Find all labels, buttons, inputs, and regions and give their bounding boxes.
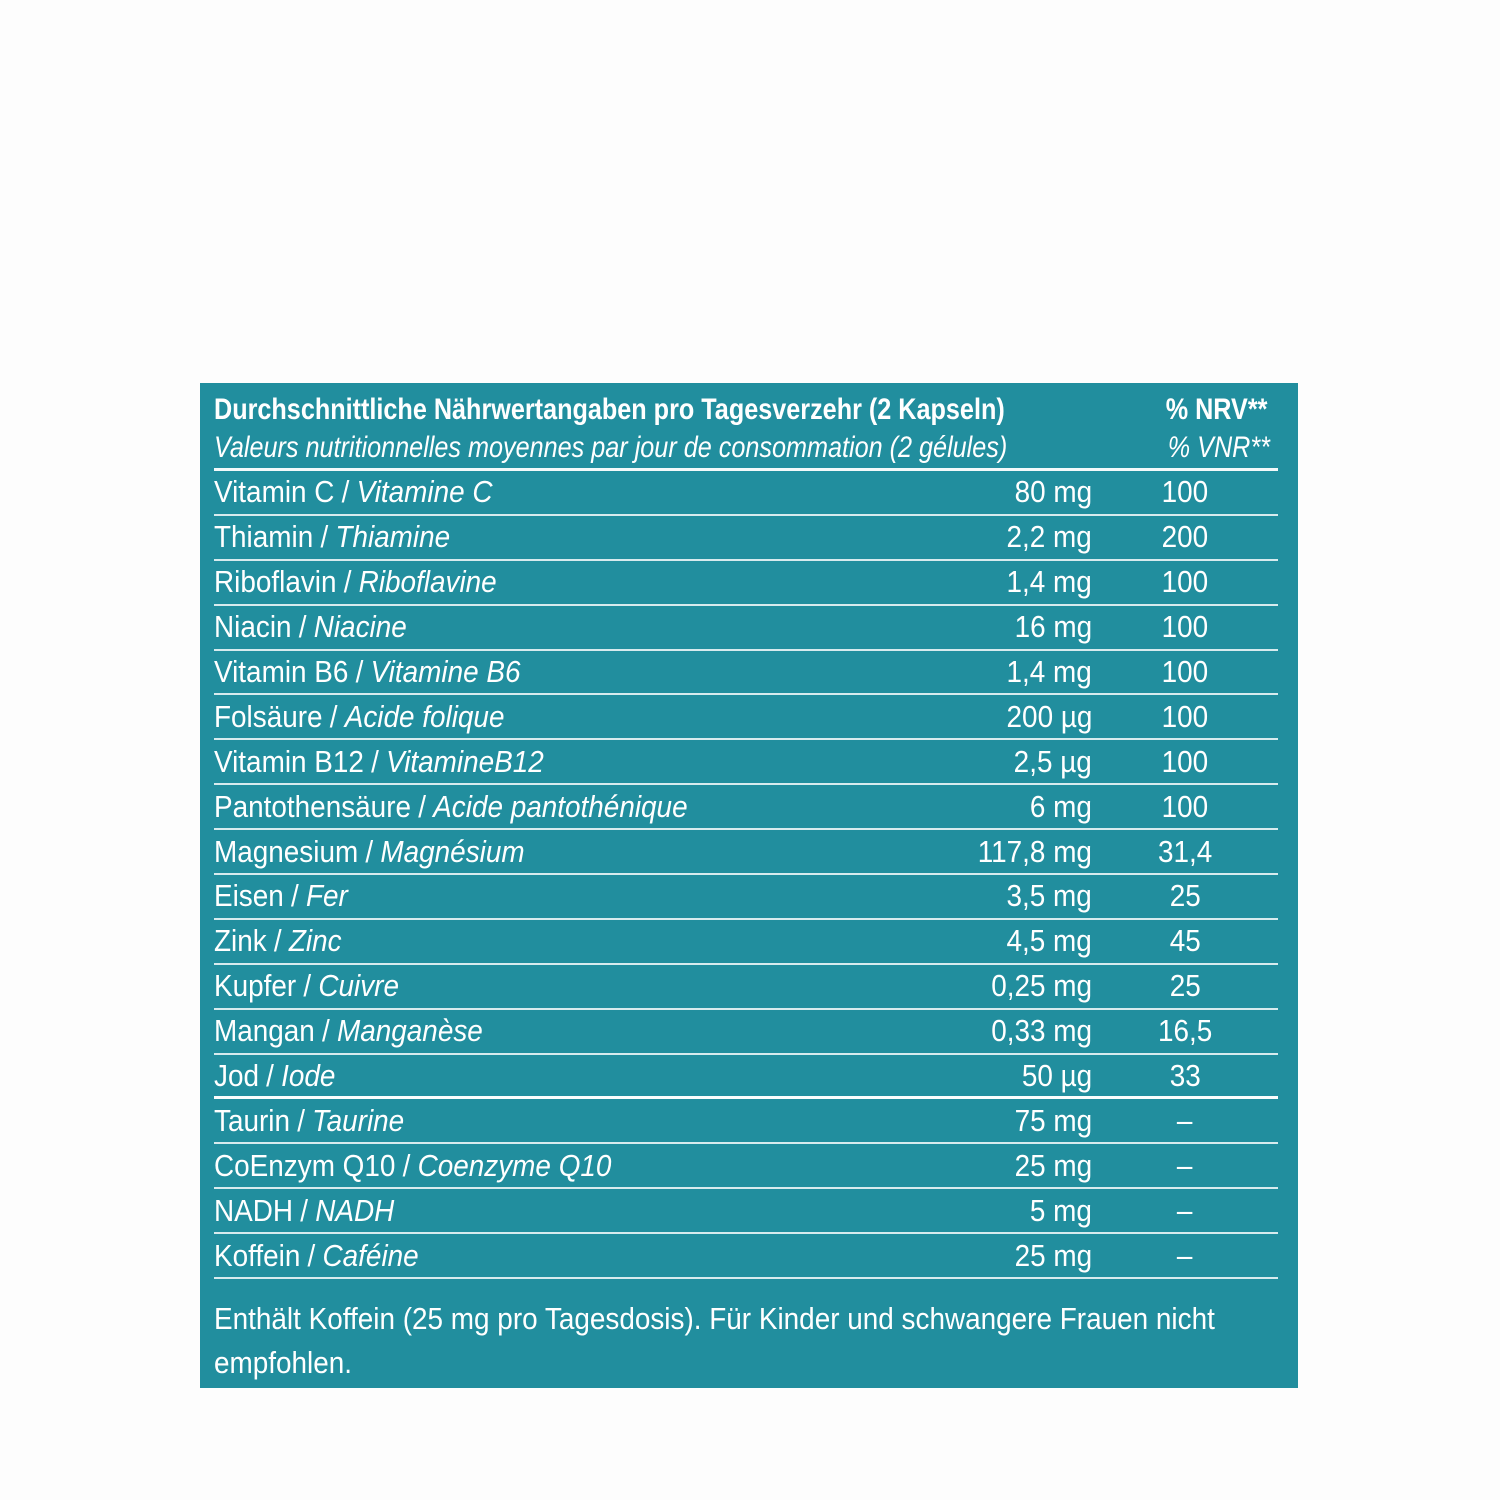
nutrient-name-de: Eisen <box>214 878 284 914</box>
nutrient-nrv-cell <box>1092 1148 1278 1184</box>
nutrient-amount: 2,5 µg <box>1013 743 1092 779</box>
nutrient-amount: 6 mg <box>1029 788 1092 824</box>
nutrient-name-de: Zink <box>214 923 267 959</box>
nutrient-amount-cell <box>932 1013 1092 1049</box>
nutrient-amount: 75 mg <box>1014 1102 1092 1138</box>
name-separator: / <box>298 609 307 645</box>
nutrient-nrv: 100 <box>1161 564 1209 600</box>
nutrient-nrv-cell <box>1092 1193 1278 1229</box>
table-row <box>214 965 1278 1010</box>
nutrient-name-cell <box>214 968 932 1004</box>
nutrient-name-de: NADH <box>214 1192 294 1228</box>
nutrient-name-fr: Vitamine C <box>356 474 493 510</box>
nutrient-name-cell <box>214 923 932 959</box>
nutrient-name-de: Vitamin B12 <box>214 743 364 779</box>
nutrient-name-fr: NADH <box>315 1192 395 1228</box>
nutrition-facts-panel <box>200 383 1298 1388</box>
nutrient-amount-cell <box>932 1103 1092 1139</box>
header-title-fr-text: Valeurs nutritionnelles moyennes par jour de consommation (2 gélules) <box>214 431 1008 464</box>
nutrient-nrv: 25 <box>1169 878 1201 914</box>
nutrient-name-fr: Magnésium <box>380 833 525 869</box>
name-separator: / <box>329 698 338 734</box>
nutrient-amount: 1,4 mg <box>1006 564 1092 600</box>
nutrient-amount: 0,33 mg <box>991 1013 1092 1049</box>
nutrient-amount-cell <box>932 923 1092 959</box>
header-nrv-fr-text: % VNR** <box>1168 431 1271 464</box>
nutrient-name-cell <box>214 519 932 555</box>
nutrient-amount: 1,4 mg <box>1006 654 1092 689</box>
nutrient-nrv: 100 <box>1161 474 1209 510</box>
nutrient-name-fr: Cuivre <box>318 968 400 1004</box>
name-separator: / <box>343 564 352 600</box>
nutrient-amount: 200 µg <box>1006 698 1092 734</box>
name-separator: / <box>266 1057 274 1093</box>
nutrient-nrv-cell <box>1092 654 1278 690</box>
table-row <box>214 920 1278 965</box>
nutrient-nrv: 200 <box>1161 519 1209 555</box>
nutrient-name-de: Taurin <box>214 1102 290 1138</box>
nutrient-amount-cell <box>932 699 1092 735</box>
nutrient-name-de: Jod <box>214 1057 259 1093</box>
nutrient-amount: 16 mg <box>1014 609 1092 645</box>
name-separator: / <box>355 654 364 689</box>
table-row <box>214 1099 1278 1144</box>
nutrient-name-fr: Fer <box>305 878 348 914</box>
nutrient-name-cell <box>214 564 932 600</box>
nutrient-nrv: 100 <box>1161 788 1209 824</box>
header-nrv-fr <box>1158 431 1280 465</box>
header-nrv-de <box>1155 393 1278 427</box>
nutrient-nrv-cell <box>1092 699 1278 735</box>
nutrient-name-cell <box>214 654 932 690</box>
nutrient-nrv: 45 <box>1169 923 1201 959</box>
table-row <box>214 561 1278 606</box>
nutrient-name-de: Vitamin B6 <box>214 654 349 689</box>
table-row <box>214 1010 1278 1055</box>
nutrient-name-fr: Taurine <box>312 1102 405 1138</box>
name-separator: / <box>320 519 329 555</box>
name-separator: / <box>365 833 374 869</box>
nutrient-name-de: Folsäure <box>214 698 323 734</box>
nutrient-amount-cell <box>932 744 1092 780</box>
nutrient-amount-cell <box>932 1148 1092 1184</box>
table-row <box>214 785 1278 830</box>
nutrient-amount: 50 µg <box>1021 1057 1092 1093</box>
name-separator: / <box>303 968 312 1004</box>
nutrient-nrv-cell <box>1092 834 1278 870</box>
nutrient-amount: 117,8 mg <box>977 833 1092 869</box>
nutrient-amount-cell <box>932 1193 1092 1229</box>
table-row <box>214 830 1278 875</box>
nutrient-amount-cell <box>932 968 1092 1004</box>
nutrient-amount-cell <box>932 789 1092 825</box>
nutrient-amount: 3,5 mg <box>1006 878 1092 914</box>
name-separator: / <box>307 1237 316 1273</box>
nutrient-name-fr: VitamineB12 <box>386 743 544 779</box>
table-row <box>214 1055 1278 1100</box>
nutrient-name-fr: Iode <box>281 1057 336 1093</box>
nutrient-nrv: 100 <box>1161 743 1209 779</box>
nutrient-amount-cell <box>932 1238 1092 1274</box>
nutrient-name-cell <box>214 1058 932 1094</box>
nutrient-amount: 0,25 mg <box>991 968 1092 1004</box>
nutrient-name-cell <box>214 789 932 825</box>
nutrient-name-de: CoEnzym Q10 <box>214 1147 396 1183</box>
caffeine-footnote: Enthält Koffein (25 mg pro Tagesdosis). Für Kinder und schwangere Frauen nicht empfohlen. <box>214 1301 1215 1381</box>
table-header-row-fr <box>214 427 1278 465</box>
nutrient-name-de: Vitamin C <box>214 474 335 510</box>
table-row <box>214 1234 1278 1279</box>
header-title-de-text: Durchschnittliche Nährwertangaben pro Tagesverzehr (2 Kapseln) <box>214 393 1005 426</box>
nutrient-nrv-cell <box>1092 1238 1278 1274</box>
nutrient-name-cell <box>214 474 932 510</box>
nutrient-nrv: 16,5 <box>1157 1013 1213 1049</box>
nutrient-nrv: 31,4 <box>1157 833 1213 869</box>
table-row <box>214 471 1278 516</box>
name-separator: / <box>418 788 426 824</box>
nutrient-nrv: 25 <box>1169 968 1201 1004</box>
nutrient-name-de: Koffein <box>214 1237 301 1273</box>
nutrient-nrv: – <box>1177 1147 1193 1183</box>
nutrient-nrv-cell <box>1092 1058 1278 1094</box>
nutrient-nrv-cell <box>1092 474 1278 510</box>
table-row <box>214 695 1278 740</box>
nutrient-name-cell <box>214 1193 932 1229</box>
name-separator: / <box>322 1013 330 1049</box>
nutrient-name-fr: Acide folique <box>344 698 505 734</box>
nutrient-nrv-cell <box>1092 923 1278 959</box>
name-separator: / <box>341 474 350 510</box>
nutrient-amount: 5 mg <box>1029 1192 1092 1228</box>
table-row <box>214 740 1278 785</box>
nutrient-name-cell <box>214 1013 932 1049</box>
nutrient-nrv-cell <box>1092 564 1278 600</box>
table-row <box>214 1144 1278 1189</box>
nutrient-nrv-cell <box>1092 1103 1278 1139</box>
nutrient-amount-cell <box>932 519 1092 555</box>
nutrient-nrv-cell <box>1092 1013 1278 1049</box>
nutrient-nrv: 100 <box>1161 698 1209 734</box>
header-title-fr <box>214 431 1158 465</box>
nutrient-nrv-cell <box>1092 968 1278 1004</box>
table-row <box>214 651 1278 696</box>
name-separator: / <box>290 878 299 914</box>
header-title-de <box>214 393 1155 427</box>
nutrient-name-fr: Vitamine B6 <box>370 654 521 689</box>
name-separator: / <box>402 1147 411 1183</box>
nutrient-amount-cell <box>932 878 1092 914</box>
nutrient-name-cell <box>214 699 932 735</box>
nutrient-nrv-cell <box>1092 744 1278 780</box>
nutrient-nrv-cell <box>1092 878 1278 914</box>
nutrient-amount-cell <box>932 1058 1092 1094</box>
nutrient-name-fr: Zinc <box>288 923 342 959</box>
nutrient-nrv: – <box>1177 1102 1193 1138</box>
nutrient-amount-cell <box>932 474 1092 510</box>
table-row <box>214 875 1278 920</box>
nutrient-nrv-cell <box>1092 789 1278 825</box>
table-row <box>214 606 1278 651</box>
nutrient-nrv: 100 <box>1161 654 1209 689</box>
nutrient-amount-cell <box>932 654 1092 690</box>
nutrient-name-fr: Manganèse <box>336 1013 483 1049</box>
nutrient-name-cell <box>214 878 932 914</box>
nutrient-nrv: – <box>1177 1237 1193 1273</box>
nutrient-amount-cell <box>932 564 1092 600</box>
name-separator: / <box>371 743 379 779</box>
nutrient-name-de: Niacin <box>214 609 292 645</box>
table-row <box>214 1189 1278 1234</box>
nutrient-nrv: 100 <box>1161 609 1209 645</box>
name-separator: / <box>273 923 282 959</box>
nutrient-nrv-cell <box>1092 609 1278 645</box>
nutrient-name-fr: Niacine <box>313 609 407 645</box>
nutrient-name-cell <box>214 744 932 780</box>
nutrient-amount-cell <box>932 609 1092 645</box>
nutrient-name-de: Pantothensäure <box>214 788 412 824</box>
name-separator: / <box>300 1192 309 1228</box>
nutrient-amount-cell <box>932 834 1092 870</box>
nutrient-amount: 80 mg <box>1014 474 1092 510</box>
table-header-row-de <box>214 389 1278 427</box>
nutrient-name-fr: Acide pantothénique <box>433 788 688 824</box>
nutrient-nrv-cell <box>1092 519 1278 555</box>
nutrient-name-fr: Caféine <box>322 1237 419 1273</box>
nutrient-name-fr: Coenzyme Q10 <box>417 1147 612 1183</box>
nutrient-name-de: Kupfer <box>214 968 297 1004</box>
nutrient-amount: 4,5 mg <box>1006 923 1092 959</box>
nutrient-nrv: – <box>1177 1192 1193 1228</box>
nutrient-name-cell <box>214 1148 932 1184</box>
nutrient-name-de: Magnesium <box>214 833 359 869</box>
header-nrv-de-text: % NRV** <box>1165 393 1268 426</box>
nutrient-name-fr: Thiamine <box>335 519 451 555</box>
nutrient-name-cell <box>214 1103 932 1139</box>
nutrition-table-body <box>214 471 1278 1279</box>
nutrient-name-de: Mangan <box>214 1013 315 1049</box>
nutrient-name-cell <box>214 834 932 870</box>
nutrient-amount: 2,2 mg <box>1006 519 1092 555</box>
table-row <box>214 516 1278 561</box>
nutrient-amount: 25 mg <box>1014 1237 1092 1273</box>
name-separator: / <box>297 1102 305 1138</box>
nutrient-name-de: Riboflavin <box>214 564 337 600</box>
nutrient-nrv: 33 <box>1169 1057 1201 1093</box>
nutrient-name-cell <box>214 609 932 645</box>
nutrient-name-de: Thiamin <box>214 519 314 555</box>
nutrient-name-fr: Riboflavine <box>358 564 497 600</box>
nutrient-amount: 25 mg <box>1014 1147 1092 1183</box>
nutrient-name-cell <box>214 1238 932 1274</box>
